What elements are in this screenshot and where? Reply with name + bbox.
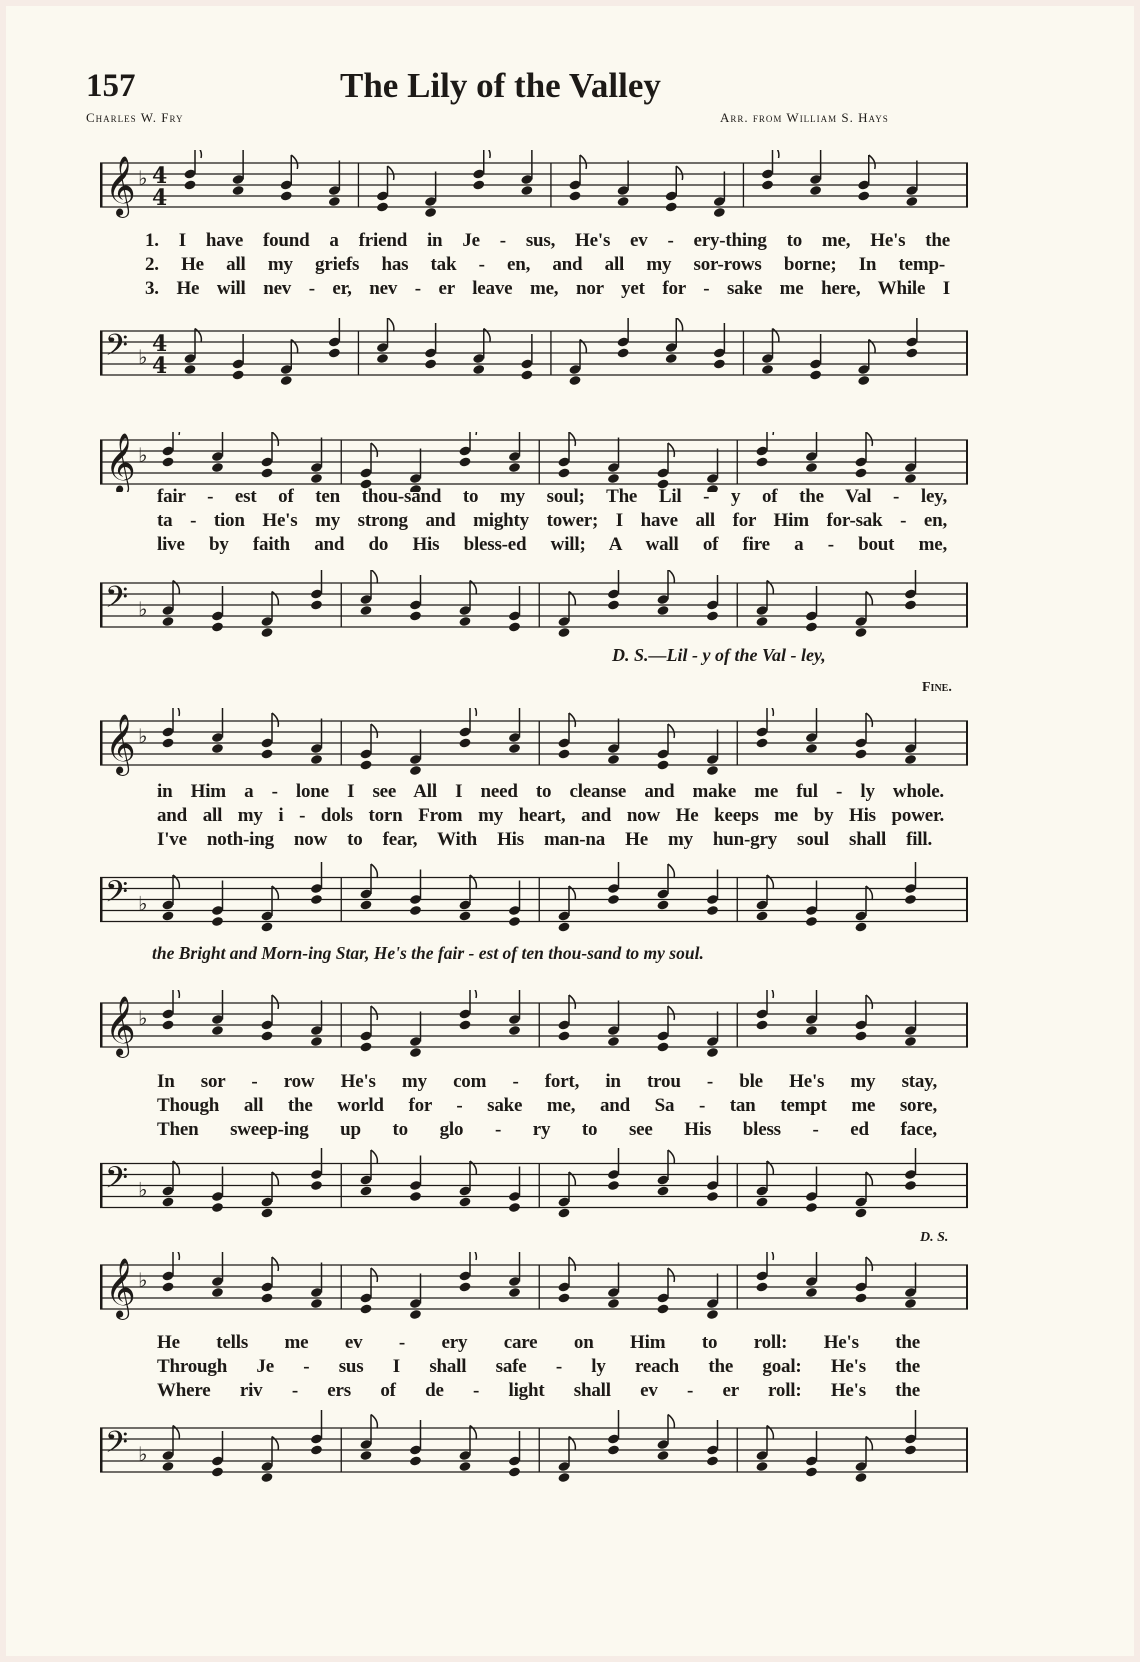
- note-head: [161, 1461, 174, 1472]
- note-head: [805, 462, 818, 473]
- note-flag: [388, 166, 394, 180]
- note-head: [232, 185, 245, 196]
- note-flag: [173, 708, 179, 716]
- note-head: [761, 364, 774, 375]
- note-head: [568, 375, 581, 386]
- note-flag: [291, 155, 297, 169]
- note-head: [280, 375, 293, 386]
- refrain-text: the Bright and Morn-ing Star, He's the fair - est of ten thou-sand to my soul.: [152, 943, 704, 963]
- note-flag: [272, 713, 278, 727]
- note-head: [854, 921, 867, 932]
- note-head: [854, 627, 867, 638]
- note-head: [260, 1472, 273, 1483]
- note-head: [458, 1281, 471, 1292]
- note-head: [665, 201, 678, 212]
- bass-staff: [100, 862, 970, 937]
- note-flag: [767, 1252, 773, 1260]
- lyric-line: ta - tion He's my strong and mighty tower; I have all for Him for-sak - en,: [157, 510, 947, 531]
- treble-clef-icon: 𝄞: [105, 156, 136, 216]
- note-flag: [668, 724, 674, 738]
- note-head: [755, 616, 768, 627]
- note-head: [232, 369, 245, 380]
- note-head: [211, 743, 224, 754]
- note-head: [607, 1180, 620, 1191]
- note-head: [755, 1281, 768, 1292]
- time-signature: 4: [152, 163, 168, 189]
- note-head: [183, 364, 196, 375]
- note-head: [161, 737, 174, 748]
- note-head: [607, 754, 620, 765]
- note-head: [557, 748, 570, 759]
- note-flag: [668, 1006, 674, 1020]
- time-signature: 4: [152, 331, 168, 357]
- note-head: [706, 1191, 719, 1202]
- note-head: [607, 1444, 620, 1455]
- note-flag: [866, 995, 872, 1009]
- note-head: [805, 1287, 818, 1298]
- note-head: [211, 621, 224, 632]
- flat-icon: ♭: [138, 166, 148, 190]
- note-head: [280, 190, 293, 201]
- note-head: [458, 737, 471, 748]
- lyric-line: 2. He all my griefs has tak - en, and all my sor-rows borne; In temp-: [145, 254, 945, 275]
- note-head: [557, 627, 570, 638]
- note-head: [508, 1287, 521, 1298]
- note-flag: [272, 432, 278, 446]
- note-head: [183, 179, 196, 190]
- note-flag: [173, 1252, 179, 1260]
- note-head: [607, 599, 620, 610]
- treble-clef-icon: 𝄞: [105, 996, 136, 1056]
- treble-staff: [100, 150, 970, 220]
- note-flag: [371, 443, 377, 457]
- treble-staff: [100, 432, 970, 492]
- note-head: [706, 610, 719, 621]
- note-head: [568, 190, 581, 201]
- note-head: [905, 196, 918, 207]
- lyric-line: live by faith and do His bless-ed will; A wall of fire a - bout me,: [157, 534, 947, 555]
- note-head: [904, 754, 917, 765]
- note-head: [211, 462, 224, 473]
- note-head: [805, 1025, 818, 1036]
- note-flag: [668, 1150, 674, 1164]
- note-head: [508, 462, 521, 473]
- note-flag: [767, 432, 773, 435]
- note-head: [310, 894, 323, 905]
- note-flag: [767, 708, 773, 716]
- note-head: [607, 1036, 620, 1047]
- note-head: [520, 185, 533, 196]
- flat-icon: ♭: [138, 1177, 148, 1202]
- flat-icon: ♭: [138, 345, 148, 369]
- note-head: [359, 1041, 372, 1052]
- treble-clef-icon: 𝄞: [105, 1258, 136, 1318]
- note-flag: [866, 432, 872, 446]
- note-flag: [569, 713, 575, 727]
- note-head: [755, 456, 768, 467]
- bass-staff: [100, 570, 970, 640]
- note-head: [472, 364, 485, 375]
- note-head: [755, 1461, 768, 1472]
- note-head: [656, 899, 669, 910]
- note-head: [854, 1472, 867, 1483]
- note-flag: [371, 1268, 377, 1282]
- note-head: [713, 207, 726, 218]
- note-head: [508, 916, 521, 927]
- note-head: [904, 1180, 917, 1191]
- note-head: [310, 1444, 323, 1455]
- note-head: [260, 921, 273, 932]
- note-head: [310, 599, 323, 610]
- bass-staff: [100, 1410, 970, 1490]
- flat-icon: ♭: [138, 1442, 148, 1466]
- lyric-line: and all my i - dols torn From my heart, and now He keeps me by His power.: [157, 805, 944, 826]
- flat-icon: ♭: [138, 1006, 148, 1030]
- treble-clef-icon: 𝄞: [105, 433, 136, 492]
- time-signature: 4: [152, 185, 168, 211]
- note-head: [854, 467, 867, 478]
- note-head: [755, 910, 768, 921]
- note-head: [665, 353, 678, 364]
- note-flag: [272, 995, 278, 1009]
- note-head: [904, 473, 917, 484]
- note-head: [805, 1466, 818, 1477]
- note-head: [508, 1025, 521, 1036]
- note-flag: [569, 1257, 575, 1271]
- note-head: [211, 916, 224, 927]
- note-head: [424, 358, 437, 369]
- note-head: [508, 1202, 521, 1213]
- note-head: [161, 910, 174, 921]
- note-head: [617, 196, 630, 207]
- flat-icon: ♭: [138, 891, 148, 916]
- note-head: [805, 621, 818, 632]
- note-head: [557, 921, 570, 932]
- lyric-line: 1. I have found a friend in Je - sus, He's ev - ery-thing to me, He's the: [145, 230, 950, 251]
- bass-clef-icon: 𝄢: [105, 1161, 129, 1203]
- note-head: [310, 1036, 323, 1047]
- note-head: [409, 1455, 422, 1466]
- note-head: [211, 1202, 224, 1213]
- note-flag: [470, 432, 476, 435]
- note-flag: [371, 1415, 377, 1429]
- note-head: [458, 1196, 471, 1207]
- note-head: [809, 185, 822, 196]
- treble-staff: [100, 708, 970, 778]
- note-flag: [470, 708, 476, 716]
- note-head: [713, 358, 726, 369]
- note-head: [458, 456, 471, 467]
- note-head: [857, 190, 870, 201]
- note-flag: [371, 1006, 377, 1020]
- note-head: [409, 1191, 422, 1202]
- note-head: [409, 610, 422, 621]
- note-head: [161, 456, 174, 467]
- note-flag: [668, 1415, 674, 1429]
- note-flag: [371, 724, 377, 738]
- note-head: [359, 1185, 372, 1196]
- flat-icon: ♭: [138, 724, 148, 748]
- bass-clef-icon: 𝄢: [105, 581, 129, 622]
- note-head: [854, 1292, 867, 1303]
- note-flag: [569, 995, 575, 1009]
- note-head: [656, 1303, 669, 1314]
- note-flag: [470, 990, 476, 998]
- note-head: [359, 1450, 372, 1461]
- note-head: [607, 894, 620, 905]
- note-head: [854, 748, 867, 759]
- note-head: [805, 916, 818, 927]
- note-head: [161, 1281, 174, 1292]
- note-head: [260, 1292, 273, 1303]
- note-head: [359, 1303, 372, 1314]
- note-head: [557, 1030, 570, 1041]
- note-head: [755, 737, 768, 748]
- note-head: [706, 765, 719, 776]
- note-flag: [767, 990, 773, 998]
- note-head: [260, 1030, 273, 1041]
- note-head: [706, 1455, 719, 1466]
- note-head: [557, 1292, 570, 1303]
- note-flag: [580, 155, 586, 169]
- note-head: [310, 1298, 323, 1309]
- note-head: [161, 1196, 174, 1207]
- note-head: [904, 1298, 917, 1309]
- treble-staff: [100, 990, 970, 1060]
- note-head: [857, 375, 870, 386]
- fine-mark: Fine.: [922, 680, 952, 695]
- hymn-title: The Lily of the Valley: [340, 66, 661, 105]
- note-head: [809, 369, 822, 380]
- note-head: [211, 1025, 224, 1036]
- note-flag: [272, 1257, 278, 1271]
- note-head: [904, 1444, 917, 1455]
- note-head: [656, 1041, 669, 1052]
- flat-icon: ♭: [138, 1268, 148, 1292]
- note-head: [557, 467, 570, 478]
- note-head: [805, 1202, 818, 1213]
- note-head: [161, 616, 174, 627]
- note-head: [706, 1047, 719, 1058]
- note-head: [656, 1185, 669, 1196]
- note-head: [607, 473, 620, 484]
- note-head: [755, 1196, 768, 1207]
- note-head: [508, 743, 521, 754]
- note-head: [904, 599, 917, 610]
- lyric-line: He tells me ev - ery care on Him to roll: He's the: [157, 1332, 920, 1353]
- note-head: [854, 1030, 867, 1041]
- note-head: [409, 1309, 422, 1320]
- note-head: [458, 1019, 471, 1030]
- note-flag: [195, 150, 201, 158]
- note-flag: [866, 713, 872, 727]
- note-head: [904, 894, 917, 905]
- note-flag: [371, 570, 377, 584]
- note-head: [472, 179, 485, 190]
- note-head: [656, 759, 669, 770]
- treble-staff: [100, 1252, 970, 1322]
- author: Charles W. Fry: [86, 110, 184, 125]
- note-head: [557, 1207, 570, 1218]
- note-flag: [470, 1252, 476, 1260]
- note-head: [557, 1472, 570, 1483]
- hymn-number: 157: [86, 68, 136, 104]
- note-head: [310, 473, 323, 484]
- lyric-line: In sor - row He's my com - fort, in trou - ble He's my stay,: [157, 1071, 937, 1092]
- bass-staff: [100, 1148, 970, 1223]
- note-head: [328, 196, 341, 207]
- treble-clef-icon: 𝄞: [105, 714, 136, 774]
- time-signature: 4: [152, 353, 168, 379]
- arranger: Arr. from William S. Hays: [720, 110, 889, 125]
- note-flag: [173, 990, 179, 998]
- note-flag: [668, 443, 674, 457]
- lyric-line: in Him a - lone I see All I need to cleanse and make me ful - ly whole.: [157, 781, 944, 802]
- note-head: [260, 1207, 273, 1218]
- note-flag: [676, 318, 682, 332]
- note-head: [656, 605, 669, 616]
- note-head: [376, 353, 389, 364]
- note-head: [260, 627, 273, 638]
- note-head: [805, 743, 818, 754]
- note-head: [328, 347, 341, 358]
- note-flag: [173, 432, 179, 435]
- note-head: [617, 347, 630, 358]
- note-head: [508, 621, 521, 632]
- note-head: [359, 759, 372, 770]
- note-head: [409, 765, 422, 776]
- note-flag: [668, 864, 674, 878]
- note-head: [904, 1036, 917, 1047]
- note-flag: [371, 864, 377, 878]
- bass-clef-icon: 𝄢: [105, 875, 129, 917]
- note-head: [409, 1047, 422, 1058]
- note-head: [520, 369, 533, 380]
- note-head: [854, 1207, 867, 1218]
- note-flag: [388, 318, 394, 332]
- note-head: [905, 347, 918, 358]
- note-head: [359, 605, 372, 616]
- flat-icon: ♭: [138, 443, 148, 467]
- note-head: [409, 905, 422, 916]
- lyric-line: fair - est of ten thou-sand to my soul; The Lil - y of the Val - ley,: [157, 486, 947, 507]
- note-head: [755, 1019, 768, 1030]
- lyric-line: 3. He will nev - er, nev - er leave me, nor yet for - sake me here, While I: [145, 278, 950, 299]
- note-head: [310, 1180, 323, 1191]
- note-flag: [484, 150, 490, 158]
- note-head: [260, 467, 273, 478]
- note-head: [656, 1450, 669, 1461]
- lyric-line: I've noth-ing now to fear, With His man-na He my hun-gry soul shall fill.: [157, 829, 932, 850]
- ds-mark: D. S.: [920, 1230, 949, 1245]
- lyric-line: Through Je - sus I shall safe - ly reach the goal: He's the: [157, 1356, 920, 1377]
- note-head: [761, 179, 774, 190]
- bass-clef-icon: 𝄢: [105, 1426, 129, 1467]
- note-flag: [569, 432, 575, 446]
- ds-text: D. S.—Lil - y of the Val - ley,: [612, 645, 826, 665]
- note-head: [161, 1019, 174, 1030]
- note-flag: [668, 1268, 674, 1282]
- note-head: [376, 201, 389, 212]
- note-head: [211, 1287, 224, 1298]
- note-flag: [676, 166, 682, 180]
- note-head: [424, 207, 437, 218]
- note-head: [458, 910, 471, 921]
- note-head: [706, 905, 719, 916]
- note-flag: [866, 1257, 872, 1271]
- lyric-line: Then sweep-ing up to glo - ry to see His bless - ed face,: [157, 1119, 937, 1140]
- note-flag: [869, 155, 875, 169]
- note-flag: [668, 570, 674, 584]
- lyric-line: Though all the world for - sake me, and Sa - tan tempt me sore,: [157, 1095, 937, 1116]
- note-head: [211, 1466, 224, 1477]
- note-flag: [371, 1150, 377, 1164]
- note-head: [607, 1298, 620, 1309]
- note-head: [458, 1461, 471, 1472]
- bass-staff: [100, 318, 970, 388]
- note-head: [260, 748, 273, 759]
- note-head: [706, 1309, 719, 1320]
- note-head: [508, 1466, 521, 1477]
- note-flag: [773, 150, 779, 158]
- note-head: [458, 616, 471, 627]
- bass-clef-icon: 𝄢: [105, 329, 129, 370]
- note-head: [359, 899, 372, 910]
- note-head: [310, 754, 323, 765]
- lyric-line: Where riv - ers of de - light shall ev - er roll: He's the: [157, 1380, 920, 1401]
- flat-icon: ♭: [138, 597, 148, 621]
